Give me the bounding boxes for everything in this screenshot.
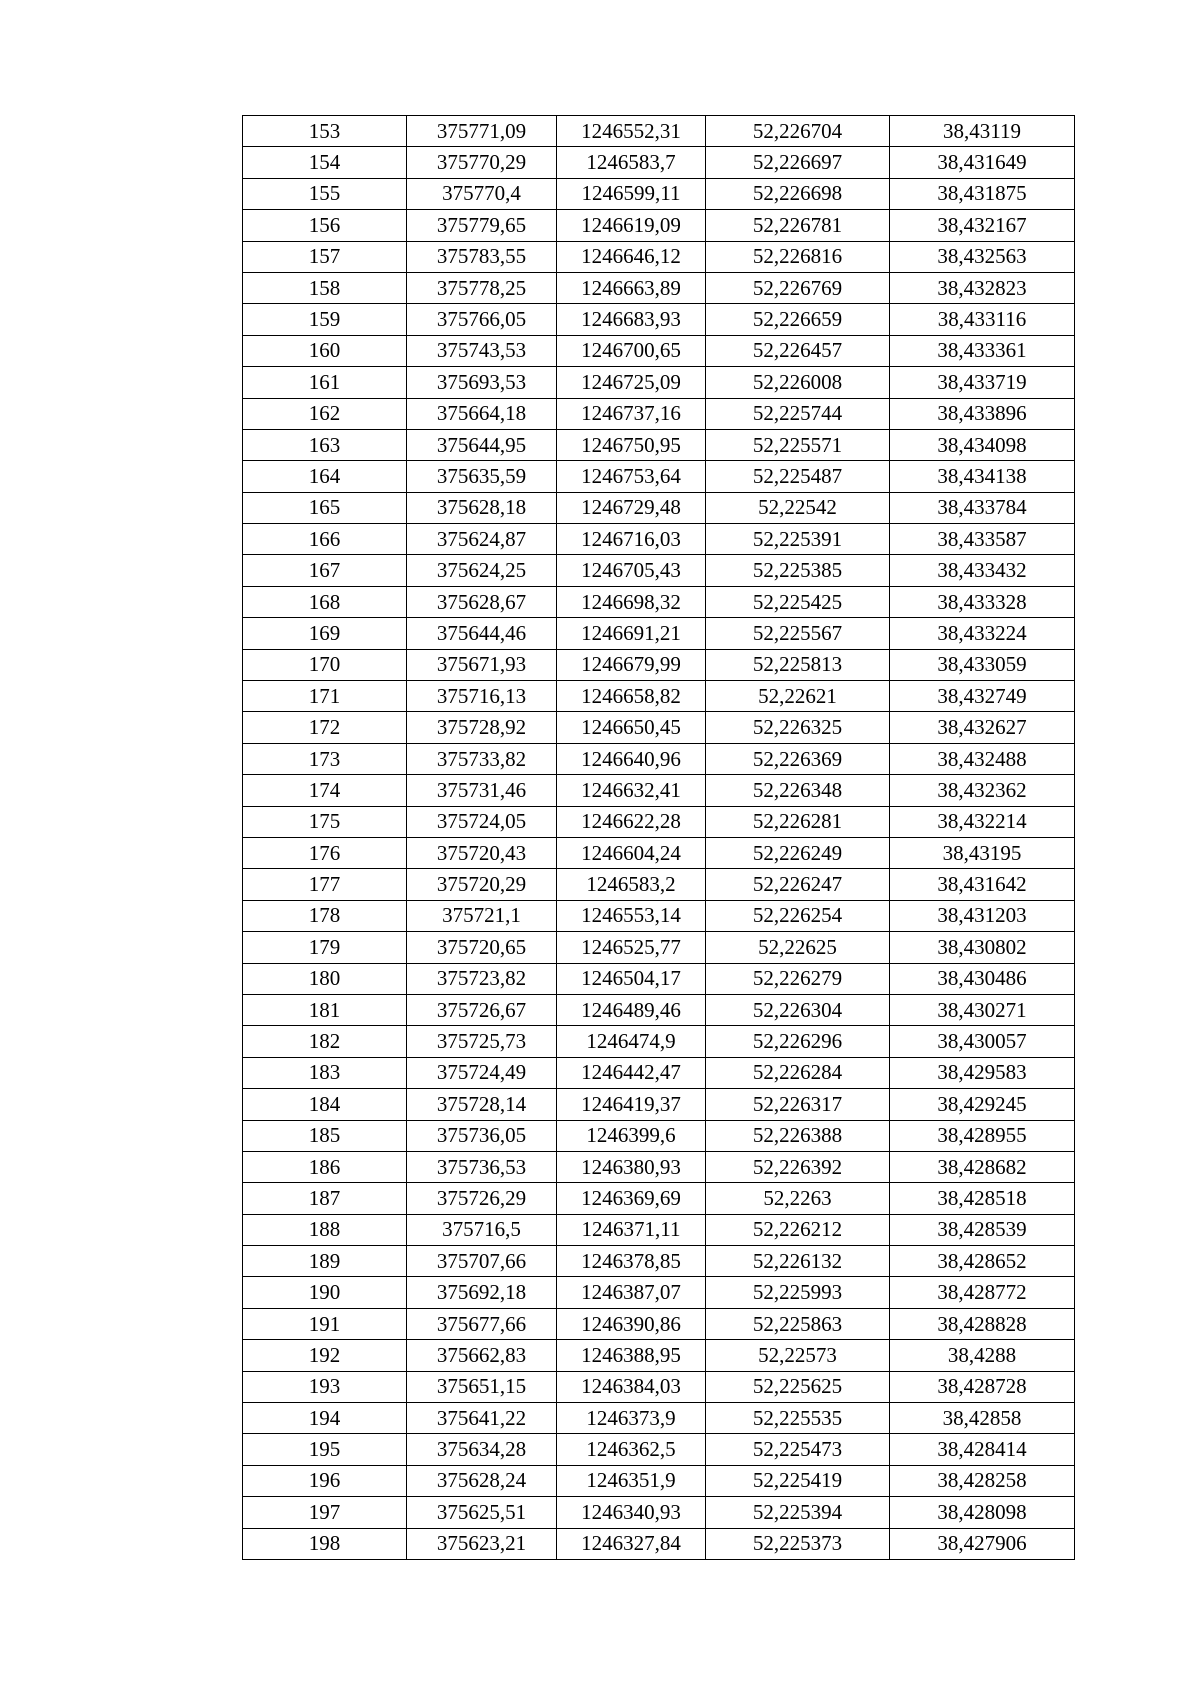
point-number-cell: 193 — [243, 1371, 407, 1402]
x-coordinate-cell: 375644,95 — [407, 429, 557, 460]
table-row — [243, 618, 1075, 649]
y-coordinate-cell: 1246384,03 — [557, 1371, 706, 1402]
coordinates-table-body — [243, 116, 1075, 1560]
longitude-cell: 38,432749 — [890, 681, 1075, 712]
longitude-cell: 38,428955 — [890, 1120, 1075, 1151]
latitude-cell: 52,225744 — [706, 398, 890, 429]
x-coordinate-cell: 375634,28 — [407, 1434, 557, 1465]
point-number-cell: 195 — [243, 1434, 407, 1465]
point-number-cell: 198 — [243, 1528, 407, 1559]
latitude-cell: 52,225487 — [706, 461, 890, 492]
point-number-cell: 170 — [243, 649, 407, 680]
table-row — [243, 1120, 1075, 1151]
x-coordinate-cell: 375770,29 — [407, 147, 557, 178]
table-row — [243, 241, 1075, 272]
longitude-cell: 38,433059 — [890, 649, 1075, 680]
x-coordinate-cell: 375644,46 — [407, 618, 557, 649]
table-row — [243, 649, 1075, 680]
y-coordinate-cell: 1246474,9 — [557, 1026, 706, 1057]
y-coordinate-cell: 1246658,82 — [557, 681, 706, 712]
point-number-cell: 188 — [243, 1214, 407, 1245]
y-coordinate-cell: 1246390,86 — [557, 1308, 706, 1339]
longitude-cell: 38,433116 — [890, 304, 1075, 335]
x-coordinate-cell: 375725,73 — [407, 1026, 557, 1057]
point-number-cell: 161 — [243, 367, 407, 398]
latitude-cell: 52,226698 — [706, 178, 890, 209]
y-coordinate-cell: 1246619,09 — [557, 210, 706, 241]
y-coordinate-cell: 1246632,41 — [557, 775, 706, 806]
point-number-cell: 196 — [243, 1465, 407, 1496]
x-coordinate-cell: 375743,53 — [407, 335, 557, 366]
x-coordinate-cell: 375707,66 — [407, 1246, 557, 1277]
longitude-cell: 38,432488 — [890, 743, 1075, 774]
longitude-cell: 38,433896 — [890, 398, 1075, 429]
latitude-cell: 52,225567 — [706, 618, 890, 649]
latitude-cell: 52,225385 — [706, 555, 890, 586]
table-row — [243, 178, 1075, 209]
y-coordinate-cell: 1246419,37 — [557, 1089, 706, 1120]
x-coordinate-cell: 375736,05 — [407, 1120, 557, 1151]
longitude-cell: 38,431203 — [890, 900, 1075, 931]
longitude-cell: 38,42858 — [890, 1403, 1075, 1434]
table-row — [243, 555, 1075, 586]
x-coordinate-cell: 375692,18 — [407, 1277, 557, 1308]
point-number-cell: 164 — [243, 461, 407, 492]
table-row — [243, 1246, 1075, 1277]
point-number-cell: 181 — [243, 994, 407, 1025]
table-row — [243, 1057, 1075, 1088]
longitude-cell: 38,430486 — [890, 963, 1075, 994]
x-coordinate-cell: 375664,18 — [407, 398, 557, 429]
y-coordinate-cell: 1246691,21 — [557, 618, 706, 649]
y-coordinate-cell: 1246387,07 — [557, 1277, 706, 1308]
table-row — [243, 1434, 1075, 1465]
table-row — [243, 932, 1075, 963]
point-number-cell: 160 — [243, 335, 407, 366]
y-coordinate-cell: 1246725,09 — [557, 367, 706, 398]
y-coordinate-cell: 1246378,85 — [557, 1246, 706, 1277]
table-row — [243, 1308, 1075, 1339]
y-coordinate-cell: 1246489,46 — [557, 994, 706, 1025]
longitude-cell: 38,429245 — [890, 1089, 1075, 1120]
latitude-cell: 52,225391 — [706, 524, 890, 555]
table-row — [243, 272, 1075, 303]
x-coordinate-cell: 375720,65 — [407, 932, 557, 963]
x-coordinate-cell: 375623,21 — [407, 1528, 557, 1559]
y-coordinate-cell: 1246399,6 — [557, 1120, 706, 1151]
latitude-cell: 52,225473 — [706, 1434, 890, 1465]
point-number-cell: 194 — [243, 1403, 407, 1434]
latitude-cell: 52,226247 — [706, 869, 890, 900]
point-number-cell: 174 — [243, 775, 407, 806]
point-number-cell: 156 — [243, 210, 407, 241]
longitude-cell: 38,433328 — [890, 586, 1075, 617]
longitude-cell: 38,433361 — [890, 335, 1075, 366]
table-row — [243, 994, 1075, 1025]
latitude-cell: 52,226457 — [706, 335, 890, 366]
x-coordinate-cell: 375771,09 — [407, 116, 557, 147]
y-coordinate-cell: 1246640,96 — [557, 743, 706, 774]
x-coordinate-cell: 375724,49 — [407, 1057, 557, 1088]
longitude-cell: 38,427906 — [890, 1528, 1075, 1559]
latitude-cell: 52,226296 — [706, 1026, 890, 1057]
table-row — [243, 743, 1075, 774]
point-number-cell: 191 — [243, 1308, 407, 1339]
y-coordinate-cell: 1246327,84 — [557, 1528, 706, 1559]
table-row — [243, 963, 1075, 994]
y-coordinate-cell: 1246388,95 — [557, 1340, 706, 1371]
latitude-cell: 52,226697 — [706, 147, 890, 178]
table-row — [243, 1277, 1075, 1308]
y-coordinate-cell: 1246583,2 — [557, 869, 706, 900]
y-coordinate-cell: 1246504,17 — [557, 963, 706, 994]
longitude-cell: 38,434138 — [890, 461, 1075, 492]
point-number-cell: 173 — [243, 743, 407, 774]
table-row — [243, 1026, 1075, 1057]
point-number-cell: 185 — [243, 1120, 407, 1151]
x-coordinate-cell: 375628,67 — [407, 586, 557, 617]
latitude-cell: 52,2263 — [706, 1183, 890, 1214]
table-row — [243, 1214, 1075, 1245]
latitude-cell: 52,226281 — [706, 806, 890, 837]
y-coordinate-cell: 1246525,77 — [557, 932, 706, 963]
x-coordinate-cell: 375778,25 — [407, 272, 557, 303]
table-row — [243, 586, 1075, 617]
x-coordinate-cell: 375726,67 — [407, 994, 557, 1025]
latitude-cell: 52,226369 — [706, 743, 890, 774]
point-number-cell: 192 — [243, 1340, 407, 1371]
latitude-cell: 52,225419 — [706, 1465, 890, 1496]
y-coordinate-cell: 1246663,89 — [557, 272, 706, 303]
x-coordinate-cell: 375721,1 — [407, 900, 557, 931]
y-coordinate-cell: 1246442,47 — [557, 1057, 706, 1088]
point-number-cell: 187 — [243, 1183, 407, 1214]
point-number-cell: 153 — [243, 116, 407, 147]
x-coordinate-cell: 375766,05 — [407, 304, 557, 335]
longitude-cell: 38,432563 — [890, 241, 1075, 272]
table-row — [243, 775, 1075, 806]
point-number-cell: 184 — [243, 1089, 407, 1120]
longitude-cell: 38,43119 — [890, 116, 1075, 147]
point-number-cell: 163 — [243, 429, 407, 460]
x-coordinate-cell: 375770,4 — [407, 178, 557, 209]
point-number-cell: 182 — [243, 1026, 407, 1057]
longitude-cell: 38,428518 — [890, 1183, 1075, 1214]
longitude-cell: 38,431642 — [890, 869, 1075, 900]
longitude-cell: 38,432167 — [890, 210, 1075, 241]
latitude-cell: 52,225863 — [706, 1308, 890, 1339]
latitude-cell: 52,226325 — [706, 712, 890, 743]
y-coordinate-cell: 1246737,16 — [557, 398, 706, 429]
x-coordinate-cell: 375624,87 — [407, 524, 557, 555]
x-coordinate-cell: 375625,51 — [407, 1497, 557, 1528]
table-row — [243, 869, 1075, 900]
longitude-cell: 38,428652 — [890, 1246, 1075, 1277]
table-row — [243, 1183, 1075, 1214]
longitude-cell: 38,432362 — [890, 775, 1075, 806]
table-row — [243, 1371, 1075, 1402]
table-row — [243, 210, 1075, 241]
y-coordinate-cell: 1246716,03 — [557, 524, 706, 555]
latitude-cell: 52,226704 — [706, 116, 890, 147]
x-coordinate-cell: 375716,5 — [407, 1214, 557, 1245]
longitude-cell: 38,428258 — [890, 1465, 1075, 1496]
table-row — [243, 1465, 1075, 1496]
longitude-cell: 38,431875 — [890, 178, 1075, 209]
x-coordinate-cell: 375736,53 — [407, 1151, 557, 1182]
x-coordinate-cell: 375720,43 — [407, 837, 557, 868]
latitude-cell: 52,226348 — [706, 775, 890, 806]
table-row — [243, 147, 1075, 178]
x-coordinate-cell: 375635,59 — [407, 461, 557, 492]
point-number-cell: 172 — [243, 712, 407, 743]
latitude-cell: 52,225535 — [706, 1403, 890, 1434]
point-number-cell: 177 — [243, 869, 407, 900]
y-coordinate-cell: 1246700,65 — [557, 335, 706, 366]
latitude-cell: 52,225373 — [706, 1528, 890, 1559]
point-number-cell: 176 — [243, 837, 407, 868]
x-coordinate-cell: 375628,24 — [407, 1465, 557, 1496]
x-coordinate-cell: 375723,82 — [407, 963, 557, 994]
point-number-cell: 154 — [243, 147, 407, 178]
y-coordinate-cell: 1246552,31 — [557, 116, 706, 147]
table-row — [243, 1528, 1075, 1559]
longitude-cell: 38,432627 — [890, 712, 1075, 743]
y-coordinate-cell: 1246679,99 — [557, 649, 706, 680]
x-coordinate-cell: 375628,18 — [407, 492, 557, 523]
point-number-cell: 168 — [243, 586, 407, 617]
table-row — [243, 1340, 1075, 1371]
latitude-cell: 52,226392 — [706, 1151, 890, 1182]
table-row — [243, 1403, 1075, 1434]
latitude-cell: 52,225993 — [706, 1277, 890, 1308]
x-coordinate-cell: 375728,14 — [407, 1089, 557, 1120]
latitude-cell: 52,22621 — [706, 681, 890, 712]
x-coordinate-cell: 375677,66 — [407, 1308, 557, 1339]
longitude-cell: 38,428098 — [890, 1497, 1075, 1528]
y-coordinate-cell: 1246753,64 — [557, 461, 706, 492]
longitude-cell: 38,433224 — [890, 618, 1075, 649]
latitude-cell: 52,22542 — [706, 492, 890, 523]
table-row — [243, 367, 1075, 398]
x-coordinate-cell: 375716,13 — [407, 681, 557, 712]
table-row — [243, 492, 1075, 523]
table-row — [243, 712, 1075, 743]
table-row — [243, 429, 1075, 460]
longitude-cell: 38,428414 — [890, 1434, 1075, 1465]
point-number-cell: 178 — [243, 900, 407, 931]
latitude-cell: 52,226249 — [706, 837, 890, 868]
latitude-cell: 52,225394 — [706, 1497, 890, 1528]
x-coordinate-cell: 375720,29 — [407, 869, 557, 900]
latitude-cell: 52,225813 — [706, 649, 890, 680]
y-coordinate-cell: 1246683,93 — [557, 304, 706, 335]
table-row — [243, 116, 1075, 147]
latitude-cell: 52,226816 — [706, 241, 890, 272]
table-row — [243, 900, 1075, 931]
latitude-cell: 52,22625 — [706, 932, 890, 963]
x-coordinate-cell: 375624,25 — [407, 555, 557, 586]
longitude-cell: 38,433784 — [890, 492, 1075, 523]
table-row — [243, 1089, 1075, 1120]
longitude-cell: 38,428682 — [890, 1151, 1075, 1182]
latitude-cell: 52,226284 — [706, 1057, 890, 1088]
point-number-cell: 167 — [243, 555, 407, 586]
latitude-cell: 52,226304 — [706, 994, 890, 1025]
table-row — [243, 398, 1075, 429]
y-coordinate-cell: 1246646,12 — [557, 241, 706, 272]
point-number-cell: 175 — [243, 806, 407, 837]
point-number-cell: 157 — [243, 241, 407, 272]
longitude-cell: 38,430271 — [890, 994, 1075, 1025]
x-coordinate-cell: 375641,22 — [407, 1403, 557, 1434]
y-coordinate-cell: 1246371,11 — [557, 1214, 706, 1245]
x-coordinate-cell: 375783,55 — [407, 241, 557, 272]
latitude-cell: 52,225571 — [706, 429, 890, 460]
x-coordinate-cell: 375671,93 — [407, 649, 557, 680]
y-coordinate-cell: 1246553,14 — [557, 900, 706, 931]
y-coordinate-cell: 1246750,95 — [557, 429, 706, 460]
y-coordinate-cell: 1246729,48 — [557, 492, 706, 523]
table-row — [243, 806, 1075, 837]
y-coordinate-cell: 1246604,24 — [557, 837, 706, 868]
latitude-cell: 52,226279 — [706, 963, 890, 994]
y-coordinate-cell: 1246340,93 — [557, 1497, 706, 1528]
y-coordinate-cell: 1246362,5 — [557, 1434, 706, 1465]
x-coordinate-cell: 375728,92 — [407, 712, 557, 743]
latitude-cell: 52,226317 — [706, 1089, 890, 1120]
longitude-cell: 38,433587 — [890, 524, 1075, 555]
longitude-cell: 38,428828 — [890, 1308, 1075, 1339]
table-row — [243, 681, 1075, 712]
table-row — [243, 837, 1075, 868]
latitude-cell: 52,226008 — [706, 367, 890, 398]
longitude-cell: 38,432823 — [890, 272, 1075, 303]
y-coordinate-cell: 1246698,32 — [557, 586, 706, 617]
point-number-cell: 186 — [243, 1151, 407, 1182]
longitude-cell: 38,431649 — [890, 147, 1075, 178]
longitude-cell: 38,428772 — [890, 1277, 1075, 1308]
point-number-cell: 190 — [243, 1277, 407, 1308]
table-row — [243, 304, 1075, 335]
x-coordinate-cell: 375693,53 — [407, 367, 557, 398]
longitude-cell: 38,433432 — [890, 555, 1075, 586]
latitude-cell: 52,226132 — [706, 1246, 890, 1277]
y-coordinate-cell: 1246650,45 — [557, 712, 706, 743]
y-coordinate-cell: 1246369,69 — [557, 1183, 706, 1214]
longitude-cell: 38,430802 — [890, 932, 1075, 963]
point-number-cell: 158 — [243, 272, 407, 303]
latitude-cell: 52,225625 — [706, 1371, 890, 1402]
latitude-cell: 52,226769 — [706, 272, 890, 303]
y-coordinate-cell: 1246351,9 — [557, 1465, 706, 1496]
coordinates-table — [242, 115, 1075, 1560]
latitude-cell: 52,226254 — [706, 900, 890, 931]
table-row — [243, 1497, 1075, 1528]
x-coordinate-cell: 375733,82 — [407, 743, 557, 774]
longitude-cell: 38,433719 — [890, 367, 1075, 398]
x-coordinate-cell: 375726,29 — [407, 1183, 557, 1214]
longitude-cell: 38,43195 — [890, 837, 1075, 868]
latitude-cell: 52,226212 — [706, 1214, 890, 1245]
latitude-cell: 52,225425 — [706, 586, 890, 617]
x-coordinate-cell: 375724,05 — [407, 806, 557, 837]
y-coordinate-cell: 1246599,11 — [557, 178, 706, 209]
longitude-cell: 38,429583 — [890, 1057, 1075, 1088]
latitude-cell: 52,226659 — [706, 304, 890, 335]
table-row — [243, 524, 1075, 555]
longitude-cell: 38,434098 — [890, 429, 1075, 460]
longitude-cell: 38,432214 — [890, 806, 1075, 837]
point-number-cell: 183 — [243, 1057, 407, 1088]
longitude-cell: 38,428539 — [890, 1214, 1075, 1245]
y-coordinate-cell: 1246583,7 — [557, 147, 706, 178]
x-coordinate-cell: 375662,83 — [407, 1340, 557, 1371]
latitude-cell: 52,22573 — [706, 1340, 890, 1371]
x-coordinate-cell: 375731,46 — [407, 775, 557, 806]
point-number-cell: 180 — [243, 963, 407, 994]
point-number-cell: 162 — [243, 398, 407, 429]
latitude-cell: 52,226781 — [706, 210, 890, 241]
y-coordinate-cell: 1246380,93 — [557, 1151, 706, 1182]
x-coordinate-cell: 375651,15 — [407, 1371, 557, 1402]
x-coordinate-cell: 375779,65 — [407, 210, 557, 241]
point-number-cell: 165 — [243, 492, 407, 523]
y-coordinate-cell: 1246705,43 — [557, 555, 706, 586]
point-number-cell: 171 — [243, 681, 407, 712]
point-number-cell: 169 — [243, 618, 407, 649]
table-row — [243, 1151, 1075, 1182]
point-number-cell: 189 — [243, 1246, 407, 1277]
table-row — [243, 461, 1075, 492]
point-number-cell: 179 — [243, 932, 407, 963]
longitude-cell: 38,428728 — [890, 1371, 1075, 1402]
point-number-cell: 159 — [243, 304, 407, 335]
table-row — [243, 335, 1075, 366]
point-number-cell: 155 — [243, 178, 407, 209]
longitude-cell: 38,4288 — [890, 1340, 1075, 1371]
point-number-cell: 166 — [243, 524, 407, 555]
point-number-cell: 197 — [243, 1497, 407, 1528]
y-coordinate-cell: 1246373,9 — [557, 1403, 706, 1434]
y-coordinate-cell: 1246622,28 — [557, 806, 706, 837]
longitude-cell: 38,430057 — [890, 1026, 1075, 1057]
latitude-cell: 52,226388 — [706, 1120, 890, 1151]
